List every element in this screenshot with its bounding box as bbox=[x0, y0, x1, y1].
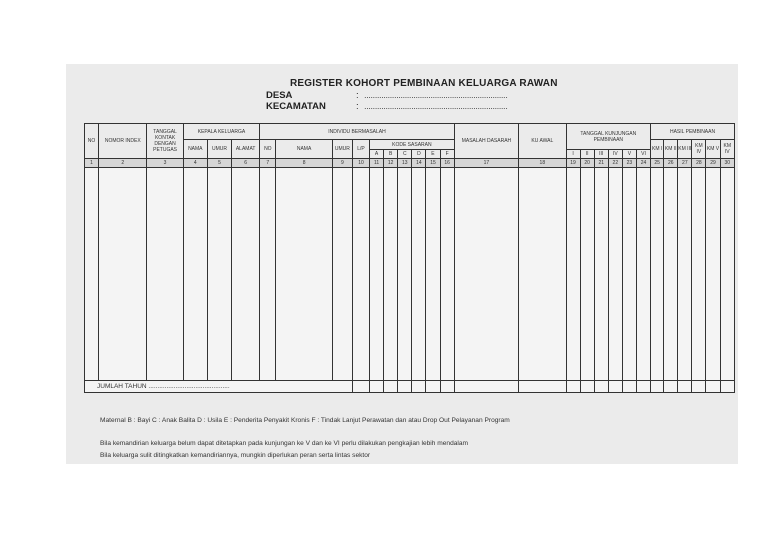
col-nomor-index-header: NOMOR INDEX bbox=[99, 124, 147, 159]
entry-cell[interactable] bbox=[519, 168, 566, 381]
km-1-header: KM I bbox=[651, 140, 664, 159]
ind-umur-header: UMUR bbox=[332, 140, 352, 159]
col-number: 3 bbox=[147, 159, 183, 168]
total-cell[interactable] bbox=[398, 381, 412, 393]
entry-cell[interactable] bbox=[384, 168, 398, 381]
entry-cell[interactable] bbox=[260, 168, 276, 381]
kode-b-header: B bbox=[384, 150, 398, 159]
ind-lp-header: L/P bbox=[352, 140, 369, 159]
jumlah-tahun-label: JUMLAH TAHUN ............................................. bbox=[85, 381, 353, 393]
total-cell[interactable] bbox=[384, 381, 398, 393]
total-cell[interactable] bbox=[566, 381, 580, 393]
col-number: 18 bbox=[519, 159, 566, 168]
total-cell[interactable] bbox=[352, 381, 369, 393]
desa-blank: ................................................................... bbox=[364, 90, 508, 101]
total-cell[interactable] bbox=[651, 381, 664, 393]
col-number: 23 bbox=[622, 159, 636, 168]
col-number: 26 bbox=[664, 159, 678, 168]
entry-cell[interactable] bbox=[636, 168, 650, 381]
col-number: 28 bbox=[692, 159, 706, 168]
total-cell[interactable] bbox=[692, 381, 706, 393]
col-number: 14 bbox=[412, 159, 426, 168]
col-number: 30 bbox=[720, 159, 734, 168]
col-no-header: NO bbox=[85, 124, 99, 159]
entry-cell[interactable] bbox=[398, 168, 412, 381]
register-table bbox=[84, 123, 735, 393]
total-cell[interactable] bbox=[636, 381, 650, 393]
col-number: 5 bbox=[207, 159, 231, 168]
total-cell[interactable] bbox=[622, 381, 636, 393]
kode-a-header: A bbox=[370, 150, 384, 159]
col-number: 7 bbox=[260, 159, 276, 168]
kode-d-header: D bbox=[412, 150, 426, 159]
masalah-dasarah-header: MASALAH DASARAH bbox=[454, 124, 518, 159]
entry-cell[interactable] bbox=[147, 168, 183, 381]
ind-no-header: NO bbox=[260, 140, 276, 159]
col-number: 19 bbox=[566, 159, 580, 168]
kunjungan-6-header: VI bbox=[636, 150, 650, 159]
km-5-header: KM V bbox=[706, 140, 720, 159]
desa-field bbox=[266, 90, 508, 101]
entry-cell[interactable] bbox=[332, 168, 352, 381]
entry-cell[interactable] bbox=[594, 168, 608, 381]
kunjungan-5-header: V bbox=[622, 150, 636, 159]
entry-cell[interactable] bbox=[370, 168, 384, 381]
total-cell[interactable] bbox=[519, 381, 566, 393]
col-number: 24 bbox=[636, 159, 650, 168]
kecamatan-blank: ................................................................... bbox=[364, 101, 508, 112]
kk-nama-header: NAMA bbox=[183, 140, 207, 159]
total-cell[interactable] bbox=[678, 381, 692, 393]
column-number-row bbox=[85, 159, 735, 168]
total-cell[interactable] bbox=[580, 381, 594, 393]
individu-bermasalah-header: INDIVIDU BERMASALAH bbox=[260, 124, 454, 140]
kk-umur-header: UMUR bbox=[207, 140, 231, 159]
kode-c-header: C bbox=[398, 150, 412, 159]
total-cell[interactable] bbox=[720, 381, 734, 393]
entry-cell[interactable] bbox=[99, 168, 147, 381]
col-number: 20 bbox=[580, 159, 594, 168]
footnote-1: Bila kemandirian keluarga belum dapat ditetapkan pada kunjungan ke V dan ke VI perlu dilakukan pengkajian lebih mendalam bbox=[100, 440, 469, 447]
entry-cell[interactable] bbox=[692, 168, 706, 381]
total-cell[interactable] bbox=[370, 381, 384, 393]
entry-cell[interactable] bbox=[352, 168, 369, 381]
total-cell[interactable] bbox=[594, 381, 608, 393]
entry-area-row bbox=[85, 168, 735, 381]
entry-cell[interactable] bbox=[566, 168, 580, 381]
entry-cell[interactable] bbox=[232, 168, 260, 381]
km-6-header: KM IV bbox=[720, 140, 734, 159]
kunjungan-1-header: I bbox=[566, 150, 580, 159]
total-cell[interactable] bbox=[440, 381, 454, 393]
entry-cell[interactable] bbox=[622, 168, 636, 381]
km-4-header: KM IV bbox=[692, 140, 706, 159]
col-number: 13 bbox=[398, 159, 412, 168]
km-3-header: KM III bbox=[678, 140, 692, 159]
col-number: 25 bbox=[651, 159, 664, 168]
total-cell[interactable] bbox=[664, 381, 678, 393]
entry-cell[interactable] bbox=[276, 168, 332, 381]
col-number: 17 bbox=[454, 159, 518, 168]
col-number: 15 bbox=[426, 159, 440, 168]
col-number: 2 bbox=[99, 159, 147, 168]
total-cell[interactable] bbox=[608, 381, 622, 393]
col-number: 22 bbox=[608, 159, 622, 168]
total-cell[interactable] bbox=[706, 381, 720, 393]
tanggal-kunjungan-header: TANGGAL KUNJUNGAN PEMBINAAN bbox=[566, 124, 651, 150]
form-title: REGISTER KOHORT PEMBINAAN KELUARGA RAWAN bbox=[290, 78, 558, 89]
col-number: 10 bbox=[352, 159, 369, 168]
legend-note: Maternal B : Bayi C : Anak Balita D : Usila E : Penderita Penyakit Kronis F : Tindak Lanjut Perawatan dan atau Drop Out Pelayanan Program bbox=[100, 417, 510, 424]
km-2-header: KM II bbox=[664, 140, 678, 159]
col-tanggal-kontak-header: TANGGAL KONTAK DENGAN PETUGAS bbox=[147, 124, 183, 159]
total-cell[interactable] bbox=[454, 381, 518, 393]
kode-e-header: E bbox=[426, 150, 440, 159]
col-number: 12 bbox=[384, 159, 398, 168]
entry-cell[interactable] bbox=[426, 168, 440, 381]
desa-label: DESA bbox=[266, 90, 293, 101]
desa-colon: : bbox=[356, 90, 359, 101]
footnote-2: Bila keluarga sulit ditingkatkan kemandiriannya, mungkin diperlukan peran serta lintas sektor bbox=[100, 452, 371, 459]
kepala-keluarga-header: KEPALA KELUARGA bbox=[183, 124, 260, 140]
col-number: 27 bbox=[678, 159, 692, 168]
entry-cell[interactable] bbox=[440, 168, 454, 381]
entry-cell[interactable] bbox=[664, 168, 678, 381]
kunjungan-4-header: IV bbox=[608, 150, 622, 159]
total-cell[interactable] bbox=[426, 381, 440, 393]
col-number: 29 bbox=[706, 159, 720, 168]
entry-cell[interactable] bbox=[412, 168, 426, 381]
col-number: 6 bbox=[232, 159, 260, 168]
kode-f-header: F bbox=[440, 150, 454, 159]
entry-cell[interactable] bbox=[608, 168, 622, 381]
entry-cell[interactable] bbox=[706, 168, 720, 381]
col-number: 9 bbox=[332, 159, 352, 168]
entry-cell[interactable] bbox=[720, 168, 734, 381]
col-number: 16 bbox=[440, 159, 454, 168]
kunjungan-2-header: II bbox=[580, 150, 594, 159]
col-number: 21 bbox=[594, 159, 608, 168]
ind-nama-header: NAMA bbox=[276, 140, 332, 159]
kecamatan-colon: : bbox=[356, 101, 359, 112]
kunjungan-3-header: III bbox=[594, 150, 608, 159]
kecamatan-field bbox=[266, 101, 508, 112]
entry-cell[interactable] bbox=[651, 168, 664, 381]
ku-awal-header: KU AWAL bbox=[519, 124, 566, 159]
hasil-pembinaan-header: HASIL PEMBINAAN bbox=[651, 124, 735, 140]
total-row bbox=[85, 381, 735, 393]
total-cell[interactable] bbox=[412, 381, 426, 393]
entry-cell[interactable] bbox=[85, 168, 99, 381]
entry-cell[interactable] bbox=[678, 168, 692, 381]
col-number: 8 bbox=[276, 159, 332, 168]
entry-cell[interactable] bbox=[454, 168, 518, 381]
col-number: 11 bbox=[370, 159, 384, 168]
kode-sasaran-header: KODE SASARAN bbox=[370, 140, 455, 150]
entry-cell[interactable] bbox=[183, 168, 207, 381]
col-number: 4 bbox=[183, 159, 207, 168]
entry-cell[interactable] bbox=[580, 168, 594, 381]
entry-cell[interactable] bbox=[207, 168, 231, 381]
kecamatan-label: KECAMATAN bbox=[266, 101, 326, 112]
kk-alamat-header: ALAMAT bbox=[232, 140, 260, 159]
col-number: 1 bbox=[85, 159, 99, 168]
